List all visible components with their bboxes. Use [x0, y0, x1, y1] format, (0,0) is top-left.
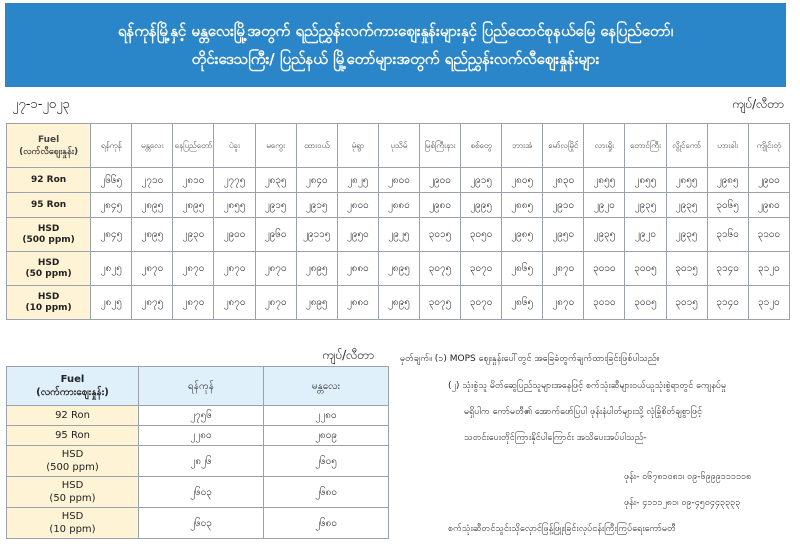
city-header: တောင်ကြီး [625, 124, 666, 168]
fuel-type-label: HSD (50 ppm) [7, 477, 139, 508]
price-cell: ၂၈၉၅ [378, 252, 419, 286]
committee-footer: စက်သုံးဆီတင်သွင်းသိုလှောင်ဖြန့်ဖြူးခြင်းလုပ်ငန်းကြီးကြပ်ရေးကော်မတီ [448, 524, 676, 534]
price-cell: ၂၈၇၀ [255, 252, 296, 286]
price-cell: ၂၈၀၀ [378, 168, 419, 193]
price-cell: ၂၉၃၅ [666, 193, 707, 218]
city-header: ဘားအံ [502, 124, 543, 168]
price-cell: ၃၀၇၅ [419, 286, 460, 320]
fuel-type-label: 92 Ron [7, 406, 139, 426]
price-cell: ၂၂၈၀ [139, 426, 264, 446]
price-cell: ၂၆၈၀ [264, 477, 389, 508]
price-cell: ၂၈၆၅ [502, 252, 543, 286]
fuel-type-label: HSD (50 ppm) [7, 252, 91, 286]
price-cell: ၂၉၀၀ [748, 168, 789, 193]
price-cell: ၂၉၈၅ [502, 218, 543, 252]
city-header: ထားဝယ် [296, 124, 337, 168]
fuel-price-row [7, 168, 790, 193]
city-header: စစ်တွေ [461, 124, 502, 168]
fuel-price-row [7, 218, 790, 252]
city-header: မန္တလေး [132, 124, 173, 168]
price-cell: ၃၀၁၅ [666, 252, 707, 286]
price-cell: ၂၈၉၅ [132, 218, 173, 252]
price-cell: ၂၉၂၅ [378, 218, 419, 252]
price-cell: ၂၈၀၅ [502, 168, 543, 193]
phone-line-1: ဖုန်း- ၀၆၇၈၁၀၈၁၊ ၀၉-၆၉၉၉၁၁၁၁၁၈ [624, 472, 752, 482]
price-cell: ၃၁၂၀ [748, 286, 789, 320]
price-cell: ၂၉၈၀ [748, 193, 789, 218]
price-cell: ၂၉၅၀ [337, 218, 378, 252]
price-cell: ၂၈၇၀ [132, 252, 173, 286]
fuel-type-label: HSD (10 ppm) [7, 508, 139, 539]
price-cell: ၂၉၃၅ [584, 218, 625, 252]
price-cell: ၃၀၁၅ [666, 286, 707, 320]
price-cell: ၂၉၅၀ [543, 218, 584, 252]
price-cell: ၃၀၆၅ [707, 193, 748, 218]
price-cell: ၂၉၆၀ [255, 218, 296, 252]
fuel-type-label: 95 Ron [7, 426, 139, 446]
price-cell: ၂၈၉၅ [296, 286, 337, 320]
price-cell: ၂၈၆၅ [502, 286, 543, 320]
price-cell: ၂၈၃၀ [543, 168, 584, 193]
price-cell: ၃၁၄၀ [707, 286, 748, 320]
note-2-line2: မရှိပါက ကော်မတီ၏ အောက်ဖော်ပြပါ ဖုန်းနံပါတ်များသို့ လုံခြုံစိတ်ချစွာဖြင့် [464, 407, 703, 417]
fuel-column-header: Fuel (လက်လီဈေးနှုန်း) [7, 124, 91, 168]
city-header: မကွေး [255, 124, 296, 168]
price-cell: ၂၈၇၀ [173, 252, 214, 286]
price-cell: ၂၉၂၀ [625, 218, 666, 252]
price-cell: ၃၀၀၅ [625, 286, 666, 320]
price-cell: ၂၉၃၅ [666, 218, 707, 252]
price-cell: ၂၉၁၀ [543, 193, 584, 218]
price-cell: ၂၈၇၀ [255, 286, 296, 320]
price-cell: ၂၉၁၁၅ [296, 218, 337, 252]
price-cell: ၂၉၉၅ [461, 193, 502, 218]
price-cell: ၂၈၇၀ [543, 286, 584, 320]
price-cell: ၂၉၁၅ [296, 193, 337, 218]
fuel-type-label: HSD (500 ppm) [7, 446, 139, 477]
fuel-type-label: HSD (500 ppm) [7, 218, 91, 252]
price-cell: ၂၈၂၅ [91, 286, 132, 320]
price-cell: ၂၈၄၅ [91, 193, 132, 218]
city-header: ရန်ကုန် [139, 367, 264, 406]
fuel-price-row [7, 286, 790, 320]
price-cell: ၂၈၂၅ [91, 252, 132, 286]
unit-label-wholesale: ကျပ်/လီတာ [322, 348, 375, 362]
city-header: ဟားခါး [707, 124, 748, 168]
wholesale-header-row [7, 367, 389, 406]
price-cell: ၂၆၆၅ [91, 168, 132, 193]
city-header: မုံရွာ [337, 124, 378, 168]
price-cell: ၃၀၇၀ [461, 252, 502, 286]
note-2-line3: သတင်းပေးတိုင်ကြားနိုင်ပါကြောင်း အသိပေးအပ်ပါသည်- [464, 433, 647, 443]
price-cell: ၃၀၁၀ [584, 252, 625, 286]
price-cell: ၂၈၅၅ [584, 168, 625, 193]
price-cell: ၂၈၉၅ [296, 252, 337, 286]
price-cell: ၃၁၄၀ [707, 252, 748, 286]
fuel-price-row [7, 193, 790, 218]
price-cell: ၂၉၈၀ [419, 193, 460, 218]
fuel-price-row [7, 252, 790, 286]
price-cell: ၂၈၇၀ [543, 252, 584, 286]
price-cell: ၂၈၀၀ [337, 193, 378, 218]
price-cell: ၃၀၀၅ [625, 252, 666, 286]
price-cell: ၂၇၅၆ [139, 406, 264, 426]
price-cell: ၂၈၂၆ [139, 446, 264, 477]
price-cell: ၂၆၀၅ [264, 446, 389, 477]
price-cell: ၂၈၇၅ [132, 286, 173, 320]
price-cell: ၂၉၁၅ [255, 193, 296, 218]
price-cell: ၂၆၈၀ [264, 508, 389, 539]
price-cell: ၂၈၇၀ [173, 286, 214, 320]
price-cell: ၂၈၄၅ [91, 218, 132, 252]
price-cell: ၂၈၂၅ [337, 168, 378, 193]
wholesale-price-table [6, 366, 389, 539]
city-header: နေပြည်တော် [173, 124, 214, 168]
price-cell: ၂၈၉၅ [132, 193, 173, 218]
price-cell: ၂၈၁၀ [173, 168, 214, 193]
price-cell: ၃၁၆၀ [707, 218, 748, 252]
title-banner [5, 3, 786, 87]
price-cell: ၂၉၃၀ [173, 218, 214, 252]
fuel-price-row [7, 508, 389, 539]
price-cell: ၃၀၇၀ [461, 286, 502, 320]
retail-header-row [7, 124, 790, 168]
price-cell: ၂၆၀၃ [139, 477, 264, 508]
price-cell: ၂၆၀၃ [139, 508, 264, 539]
price-cell: ၂၉၀၀ [214, 218, 255, 252]
city-header: မန္တလေး [264, 367, 389, 406]
price-cell: ၂၇၇၅ [214, 168, 255, 193]
fuel-type-label: HSD (10 ppm) [7, 286, 91, 320]
price-cell: ၂၉၁၅ [461, 168, 502, 193]
price-cell: ၂၈၈၀ [337, 286, 378, 320]
fuel-column-header: Fuel (လက်ကားဈေးနှုန်း) [7, 367, 139, 406]
city-header: မော်လမြိုင် [543, 124, 584, 168]
phone-line-2: ဖုန်း- ၄၁၁၁၂၈၁၊ ၀၉-၄၅၀၄၄၃၃၃၃ [624, 498, 741, 508]
price-cell: ၂၉၀၀ [419, 168, 460, 193]
fuel-type-label: 92 Ron [7, 168, 91, 193]
retail-price-table [6, 123, 790, 320]
price-cell: ၂၈၅၅ [625, 168, 666, 193]
price-cell: ၃၁၀၀ [748, 218, 789, 252]
city-header: လွိုင်ကော် [666, 124, 707, 168]
price-cell: ၂၈၈၅ [502, 193, 543, 218]
price-cell: ၃၀၁၅ [419, 218, 460, 252]
city-header: ရန်ကုန် [91, 124, 132, 168]
price-cell: ၂၈၇၀ [214, 286, 255, 320]
fuel-type-label: 95 Ron [7, 193, 91, 218]
price-cell: ၂၈၅၅ [214, 193, 255, 218]
price-cell: ၂၈၉၅ [173, 193, 214, 218]
price-cell: ၂၈၇၀ [214, 252, 255, 286]
price-cell: ၂၈၄၀ [296, 168, 337, 193]
price-cell: ၂၈၉၅ [378, 286, 419, 320]
price-cell: ၃၁၂၀ [748, 252, 789, 286]
price-cell: ၃၀၁၀ [584, 286, 625, 320]
price-cell: ၂၈၀၉ [264, 426, 389, 446]
fuel-price-row [7, 426, 389, 446]
unit-label-retail: ကျပ်/လီတာ [731, 97, 784, 111]
price-cell: ၂၈၅၅ [666, 168, 707, 193]
price-cell: ၂၈၃၅ [255, 168, 296, 193]
price-cell: ၂၂၈၀ [264, 406, 389, 426]
banner-title-line2: တိုင်းဒေသကြီး/ ပြည်နယ် မြို့တော်များအတွက် ရည်ညွှန်းလက်လီဈေးနှုန်းများ [191, 50, 600, 68]
note-2-line1: (၂) သုံးစွဲသူ မိတ်ဆွေပြည်သူများအနေဖြင့် စက်သုံးဆီများဝယ်ယူသုံးစွဲရာတွင် ကျေနပ်မှု [448, 381, 727, 391]
price-cell: ၂၉၈၅ [707, 168, 748, 193]
price-cell: ၃၀၇၅ [419, 252, 460, 286]
city-header: လားရှိုး [584, 124, 625, 168]
city-header: ပုသိမ် [378, 124, 419, 168]
fuel-price-row [7, 477, 389, 508]
date-label: ၂၇-၁-၂၀၂၃ [12, 97, 70, 112]
price-cell: ၂၇၁၀ [132, 168, 173, 193]
city-header: မြစ်ကြီးနား [419, 124, 460, 168]
city-header: ကျိုင်းတုံ [748, 124, 789, 168]
price-cell: ၂၉၃၅ [625, 193, 666, 218]
fuel-price-row [7, 406, 389, 426]
note-1: မှတ်ချက်။ (၁) MOPS ဈေးနှုန်းပေါ်တွင် အခြေခံတွက်ချက်ထားခြင်းဖြစ်ပါသည်။ [400, 354, 660, 364]
banner-title-line1: ရန်ကုန်မြို့နှင့် မန္တလေးမြို့အတွက် ရည်ညွှန်းလက်ကားဈေးနှုန်းများနှင့် ပြည်ထောင်စုနယ်မြေ နေပြည်တော်၊ [117, 22, 674, 40]
price-cell: ၂၈၈၀ [378, 193, 419, 218]
price-cell: ၂၈၈၀ [337, 252, 378, 286]
fuel-price-row [7, 446, 389, 477]
price-cell: ၂၉၂၀ [584, 193, 625, 218]
city-header: ပဲခူး [214, 124, 255, 168]
price-cell: ၃၀၅၀ [461, 218, 502, 252]
